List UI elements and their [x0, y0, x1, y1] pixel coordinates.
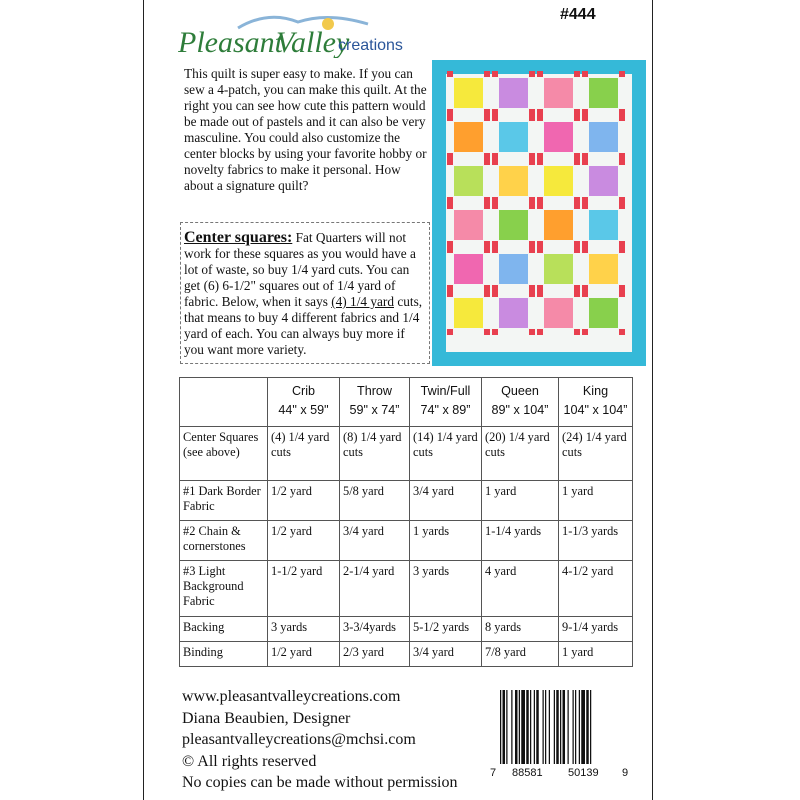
table-cell: (14) 1/4 yard cuts — [410, 427, 482, 481]
quilt-cornerstone — [582, 203, 588, 209]
row-label: #1 Dark Border Fabric — [180, 481, 268, 521]
quilt-cornerstone — [574, 291, 580, 297]
quilt-cornerstone — [619, 159, 625, 165]
quilt-center-square — [454, 166, 483, 196]
barcode-bar — [500, 690, 501, 764]
logo-text-pleasant: Pleasant — [178, 26, 283, 58]
barcode-bar — [534, 690, 535, 764]
barcode-bar — [568, 690, 569, 764]
website-link[interactable]: www.pleasantvalleycreations.com — [182, 688, 401, 705]
logo-text-valley: Valley — [276, 26, 350, 58]
quilt-cornerstone — [447, 329, 453, 335]
quilt-cornerstone — [529, 197, 535, 203]
quilt-center-square — [499, 254, 528, 284]
quilt-cornerstone — [582, 247, 588, 253]
table-cell: (20) 1/4 yard cuts — [482, 427, 559, 481]
quilt-center-square — [589, 298, 618, 328]
table-corner-cell — [180, 378, 268, 427]
quilt-cornerstone — [484, 203, 490, 209]
quilt-cornerstone — [582, 285, 588, 291]
barcode-bar — [506, 690, 507, 764]
column-header: Throw 59" x 74” — [340, 378, 410, 427]
table-row — [180, 427, 633, 481]
quilt-cornerstone — [582, 115, 588, 121]
quilt-cornerstone — [619, 153, 625, 159]
quilt-cornerstone — [574, 159, 580, 165]
quilt-cornerstone — [484, 329, 490, 335]
quilt-cornerstone — [619, 71, 625, 77]
center-squares-heading: Center squares: — [184, 229, 293, 246]
barcode-bar — [511, 690, 512, 764]
row-label: Center Squares (see above) — [180, 427, 268, 481]
quilt-cornerstone — [582, 71, 588, 77]
quilt-cornerstone — [537, 115, 543, 121]
quilt-cornerstone — [582, 197, 588, 203]
quilt-cornerstone — [484, 159, 490, 165]
quilt-cornerstone — [582, 159, 588, 165]
quilt-cornerstone — [529, 159, 535, 165]
table-cell: 3/4 yard — [410, 481, 482, 521]
barcode-bar — [573, 690, 574, 764]
quilt-cornerstone — [574, 285, 580, 291]
quilt-cornerstone — [484, 109, 490, 115]
barcode-bar — [536, 690, 539, 764]
column-header: Crib 44" x 59" — [268, 378, 340, 427]
quilt-cornerstone — [447, 153, 453, 159]
table-cell: 3-3/4yards — [340, 617, 410, 642]
quilt-cornerstone — [529, 71, 535, 77]
quilt-cornerstone — [447, 115, 453, 121]
quilt-cornerstone — [447, 285, 453, 291]
quilt-cornerstone — [447, 197, 453, 203]
quilt-cornerstone — [582, 291, 588, 297]
quilt-cornerstone — [484, 115, 490, 121]
barcode-bar — [575, 690, 576, 764]
table-row — [180, 481, 633, 521]
quilt-cornerstone — [529, 291, 535, 297]
table-cell: 2-1/4 yard — [340, 561, 410, 617]
barcode-bar — [519, 690, 520, 764]
barcode-digit-right: 9 — [622, 767, 629, 778]
table-cell: 2/3 yard — [340, 642, 410, 667]
column-header: Twin/Full 74" x 89” — [410, 378, 482, 427]
table-cell: 4 yard — [482, 561, 559, 617]
quilt-cornerstone — [574, 241, 580, 247]
quilt-cornerstone — [619, 285, 625, 291]
quilt-cornerstone — [574, 153, 580, 159]
table-cell: 1-1/2 yard — [268, 561, 340, 617]
quilt-cornerstone — [484, 241, 490, 247]
table-cell: (24) 1/4 yard cuts — [559, 427, 633, 481]
table-cell: 5/8 yard — [340, 481, 410, 521]
quilt-cornerstone — [447, 203, 453, 209]
quilt-cornerstone — [529, 285, 535, 291]
copyright-notice: © All rights reserved — [182, 752, 317, 770]
quilt-cornerstone — [574, 247, 580, 253]
quilt-center-square — [589, 78, 618, 108]
quilt-cornerstone — [492, 153, 498, 159]
quilt-cornerstone — [537, 247, 543, 253]
quilt-center-square — [544, 298, 573, 328]
quilt-center-square — [454, 254, 483, 284]
barcode-bar — [549, 690, 550, 764]
table-cell: 1/2 yard — [268, 481, 340, 521]
logo-text-creations: creations — [338, 37, 403, 54]
quilt-center-square — [589, 210, 618, 240]
quilt-center-square — [499, 298, 528, 328]
table-cell: 5-1/2 yards — [410, 617, 482, 642]
quilt-center-square — [544, 78, 573, 108]
quilt-cornerstone — [447, 247, 453, 253]
brand-logo — [178, 8, 418, 58]
row-label: #2 Chain & cornerstones — [180, 521, 268, 561]
quilt-cornerstone — [537, 291, 543, 297]
quilt-cornerstone — [619, 203, 625, 209]
barcode-bar — [545, 690, 546, 764]
quilt-cornerstone — [492, 109, 498, 115]
quilt-cornerstone — [574, 203, 580, 209]
quilt-cornerstone — [492, 291, 498, 297]
quilt-center-square — [454, 78, 483, 108]
quilt-cornerstone — [537, 197, 543, 203]
row-label: Binding — [180, 642, 268, 667]
quilt-cornerstone — [537, 153, 543, 159]
permission-notice: No copies can be made without permission — [182, 774, 458, 791]
quilt-cornerstone — [574, 329, 580, 335]
quilt-center-square — [544, 166, 573, 196]
table-row — [180, 642, 633, 667]
quilt-center-square — [454, 210, 483, 240]
table-cell: 3 yards — [410, 561, 482, 617]
table-cell: 7/8 yard — [482, 642, 559, 667]
quilt-cornerstone — [484, 197, 490, 203]
table-cell: 1 yard — [482, 481, 559, 521]
yardage-table — [179, 377, 633, 667]
barcode-bar — [560, 690, 561, 764]
quilt-cornerstone — [537, 109, 543, 115]
barcode-group-2: 50139 — [568, 767, 599, 778]
quilt-cornerstone — [619, 241, 625, 247]
quilt-cornerstone — [492, 329, 498, 335]
table-cell: 1-1/4 yards — [482, 521, 559, 561]
table-cell: 1 yards — [410, 521, 482, 561]
quilt-cornerstone — [537, 71, 543, 77]
quilt-center-square — [454, 298, 483, 328]
quilt-cornerstone — [529, 153, 535, 159]
barcode-bar — [590, 690, 591, 764]
quilt-cornerstone — [484, 247, 490, 253]
row-label: Backing — [180, 617, 268, 642]
quilt-cornerstone — [619, 109, 625, 115]
center-squares-text-2: cuts, that means to buy 4 different fabrics and 1/4 yard of each. You can always buy more if you want more variety. — [184, 294, 423, 357]
quilt-cornerstone — [447, 241, 453, 247]
quilt-center-square — [499, 122, 528, 152]
barcode-bar — [581, 690, 585, 764]
quilt-cornerstone — [529, 247, 535, 253]
table-cell: 1 yard — [559, 642, 633, 667]
quilt-cornerstone — [529, 241, 535, 247]
table-cell: 8 yards — [482, 617, 559, 642]
quilt-center-square — [589, 254, 618, 284]
quilt-cornerstone — [537, 159, 543, 165]
quilt-cornerstone — [492, 71, 498, 77]
quilt-cornerstone — [582, 153, 588, 159]
barcode-bar — [515, 690, 518, 764]
quilt-cornerstone — [619, 247, 625, 253]
table-cell: 1/2 yard — [268, 521, 340, 561]
quilt-cornerstone — [537, 241, 543, 247]
quilt-center-square — [589, 122, 618, 152]
barcode-digit-left: 7 — [490, 767, 497, 778]
table-cell: (4) 1/4 yard cuts — [268, 427, 340, 481]
barcode-bar — [579, 690, 580, 764]
quilt-cornerstone — [574, 71, 580, 77]
quilt-cornerstone — [619, 115, 625, 121]
quilt-cornerstone — [492, 247, 498, 253]
email-link[interactable]: pleasantvalleycreations@mchsi.com — [182, 731, 416, 748]
pattern-number: #444 — [560, 6, 596, 23]
quilt-cornerstone — [619, 329, 625, 335]
quilt-cornerstone — [529, 109, 535, 115]
barcode-bar — [521, 690, 525, 764]
barcode-bar — [530, 690, 531, 764]
table-cell: 3/4 yard — [410, 642, 482, 667]
row-label: #3 Light Background Fabric — [180, 561, 268, 617]
column-header: King 104" x 104” — [559, 378, 633, 427]
quilt-cornerstone — [619, 291, 625, 297]
quilt-cornerstone — [537, 203, 543, 209]
quilt-cornerstone — [447, 291, 453, 297]
quilt-cornerstone — [447, 71, 453, 77]
quilt-cornerstone — [492, 241, 498, 247]
quilt-cornerstone — [492, 115, 498, 121]
quilt-cornerstone — [574, 115, 580, 121]
quilt-cornerstone — [484, 291, 490, 297]
footer-contact — [182, 686, 458, 794]
barcode-bar — [554, 690, 555, 764]
intro-paragraph: This quilt is super easy to make. If you can sew a 4-patch, you can make this quilt. At the right you can see how cute this pattern would be made out of pastels and it can also be very masculine. You could also customize the center blocks by using your favorite hobby or novelty fabrics to make it personal. How about a signature quilt? — [184, 66, 427, 193]
quilt-cornerstone — [447, 159, 453, 165]
quilt-cornerstone — [529, 115, 535, 121]
table-row — [180, 617, 633, 642]
quilt-cornerstone — [582, 329, 588, 335]
column-header: Queen 89" x 104” — [482, 378, 559, 427]
table-cell: (8) 1/4 yard cuts — [340, 427, 410, 481]
quilt-center-square — [544, 210, 573, 240]
barcode-bar — [563, 690, 566, 764]
quilt-center-square — [454, 122, 483, 152]
table-cell: 3 yards — [268, 617, 340, 642]
barcode-bar — [503, 690, 506, 764]
table-cell: 3/4 yard — [340, 521, 410, 561]
barcode-bar — [543, 690, 544, 764]
table-row — [180, 521, 633, 561]
quilt-cornerstone — [484, 285, 490, 291]
quilt-center-square — [499, 78, 528, 108]
quilt-cornerstone — [537, 329, 543, 335]
table-cell: 1-1/3 yards — [559, 521, 633, 561]
quilt-cornerstone — [492, 285, 498, 291]
barcode-bar — [586, 690, 589, 764]
barcode-bar — [556, 690, 559, 764]
quilt-cornerstone — [529, 203, 535, 209]
table-cell: 4-1/2 yard — [559, 561, 633, 617]
quilt-cornerstone — [492, 197, 498, 203]
quilt-cornerstone — [529, 329, 535, 335]
quilt-center-square — [499, 166, 528, 196]
table-cell: 1 yard — [559, 481, 633, 521]
quilt-cornerstone — [619, 197, 625, 203]
center-squares-note — [180, 222, 430, 364]
quilt-cornerstone — [582, 109, 588, 115]
table-cell: 1/2 yard — [268, 642, 340, 667]
quilt-center-square — [544, 122, 573, 152]
designer-credit: Diana Beaubien, Designer — [182, 709, 351, 727]
table-cell: 9-1/4 yards — [559, 617, 633, 642]
quilt-cornerstone — [447, 109, 453, 115]
table-header-row — [180, 378, 633, 427]
quilt-cornerstone — [537, 285, 543, 291]
quilt-cornerstone — [582, 241, 588, 247]
quilt-center-square — [499, 210, 528, 240]
upc-barcode — [490, 690, 630, 778]
center-squares-underlined: (4) 1/4 yard — [331, 294, 394, 309]
quilt-center-square — [589, 166, 618, 196]
quilt-cornerstone — [492, 159, 498, 165]
quilt-cornerstone — [484, 153, 490, 159]
quilt-photo — [432, 60, 646, 366]
barcode-bar — [526, 690, 529, 764]
center-squares-text-1: Fat Quarters will not work for these squares as you would have a lot of waste, so buy 1/4 yard cuts. You can get (6) 6-1/2" squares out of 1/4 yard of fabric. Below, when it says — [184, 230, 416, 309]
quilt-cornerstone — [484, 71, 490, 77]
quilt-cornerstone — [574, 197, 580, 203]
quilt-cornerstone — [574, 109, 580, 115]
quilt-center-square — [544, 254, 573, 284]
table-row — [180, 561, 633, 617]
quilt-cornerstone — [492, 203, 498, 209]
barcode-group-1: 88581 — [512, 767, 543, 778]
